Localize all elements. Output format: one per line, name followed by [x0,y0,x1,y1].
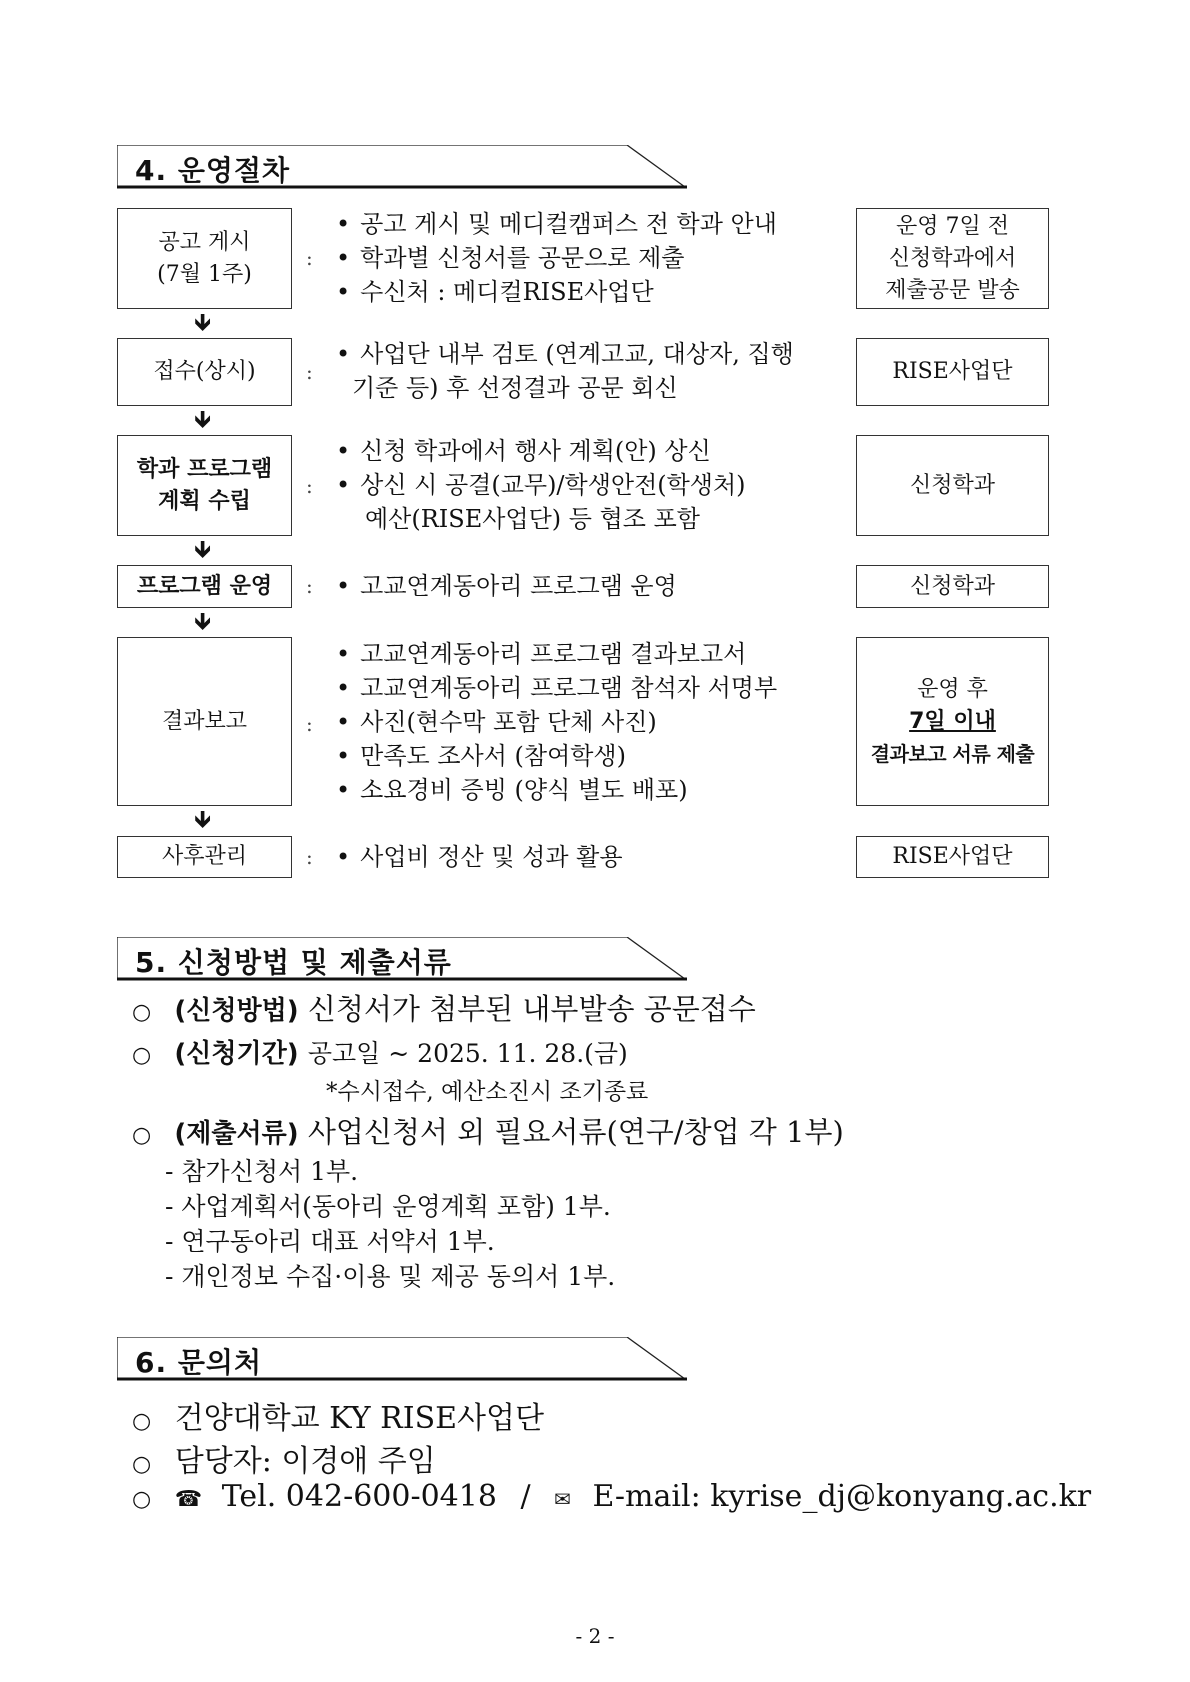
document-item: - 사업계획서(동아리 운영계획 포함) 1부. [165,1187,611,1223]
separator: / [520,1479,531,1514]
step-bullet: • 만족도 조사서 (참여학생) [336,739,626,773]
step-owner-box [856,208,1049,309]
step-owner-box [856,565,1049,608]
period-note: *수시접수, 예산소진시 조기종료 [326,1079,649,1105]
owner-line: 결과보고 서류 제출 [870,741,1035,766]
colon: : [306,474,313,498]
item-label: (신청방법) [174,996,299,1026]
owner-line: RISE사업단 [892,844,1013,869]
step-owner-box [856,836,1049,878]
step-bullet: • 신청 학과에서 행사 계획(안) 상신 [336,434,711,468]
colon: : [306,246,313,270]
step-label-line: 계획 수립 [158,488,251,514]
step-bullet: • 소요경비 증빙 (양식 별도 배포) [336,773,688,807]
item-text: 공고일 ~ 2025. 11. 28.(금) [307,1039,628,1068]
colon: : [306,845,313,869]
owner-line: 제출공문 발송 [885,277,1020,303]
section6-title: 6. 문의처 [135,1346,263,1379]
down-arrow-icon: 🡻 [194,805,212,833]
step-label-box [117,435,292,536]
contact-manager [132,1436,436,1480]
step-bullet: • 사업비 정산 및 성과 활용 [336,840,623,874]
phone-icon: ☎ [174,1487,203,1512]
step-bullet: • 상신 시 공결(교무)/학생안전(학생처) [336,468,746,502]
owner-line: 신청학과 [909,472,995,498]
contact-org [132,1393,544,1437]
down-arrow-icon: 🡻 [194,607,212,635]
step-label-line: 결과보고 [161,708,247,734]
step-label-box [117,637,292,806]
step-label-line: 학과 프로그램 [136,456,273,482]
mail-icon: ✉ [554,1487,571,1511]
step-label-line: 공고 게시 [158,229,251,255]
step-bullet: • 공고 게시 및 메디컬캠퍼스 전 학과 안내 [336,207,777,241]
owner-line-deadline: 7일 이내 [909,708,996,734]
owner-line: 신청학과 [909,573,995,599]
step-owner-box [856,435,1049,536]
step-bullet: • 사진(현수막 포함 단체 사진) [336,705,657,739]
section6-header [117,1337,687,1381]
phone-number: Tel. 042-600-0418 [221,1479,497,1514]
circle-bullet-icon: ○ [132,1000,152,1025]
email-link[interactable]: E-mail: kyrise_dj@konyang.ac.kr [592,1479,1092,1514]
down-arrow-icon: 🡻 [194,308,212,336]
section5-title: 5. 신청방법 및 제출서류 [135,946,452,979]
step-bullet: • 학과별 신청서를 공문으로 제출 [336,241,684,275]
step-bullet: • 고교연계동아리 프로그램 운영 [336,569,677,603]
down-arrow-icon: 🡻 [194,405,212,433]
owner-line: 운영 7일 전 [895,213,1009,239]
manager-name: 담당자: 이경애 주임 [174,1444,436,1479]
step-bullet: • 수신처 : 메디컬RISE사업단 [336,275,654,309]
application-period [132,1033,628,1070]
required-documents [132,1110,844,1151]
colon: : [306,360,313,384]
document-item: - 참가신청서 1부. [165,1152,358,1188]
step-bullet: • 고교연계동아리 프로그램 참석자 서명부 [336,671,777,705]
item-text: 신청서가 첨부된 내부발송 공문접수 [307,992,756,1026]
owner-line: 신청학과에서 [888,245,1017,271]
item-label: (제출서류) [174,1119,299,1149]
document-item: - 개인정보 수집·이용 및 제공 동의서 1부. [165,1257,615,1293]
contact-phone-email [132,1479,1091,1514]
circle-bullet-icon: ○ [132,1452,152,1477]
step-label-line: 접수(상시) [153,359,256,384]
step-label-box [117,836,292,878]
section4-title: 4. 운영절차 [135,154,291,187]
circle-bullet-icon: ○ [132,1123,152,1148]
circle-bullet-icon: ○ [132,1043,152,1068]
step-label-line: 프로그램 운영 [136,573,273,599]
step-label-box [117,565,292,608]
down-arrow-icon: 🡻 [194,535,212,563]
owner-line: 운영 후 [917,676,988,702]
step-label-box [117,338,292,406]
step-label-box [117,208,292,309]
step-label-line: 사후관리 [161,844,247,869]
section4-header [117,145,687,189]
step-owner-box [856,338,1049,406]
step-owner-box [856,637,1049,806]
org-name: 건양대학교 KY RISE사업단 [174,1401,544,1436]
circle-bullet-icon: ○ [132,1487,152,1512]
section5-header [117,937,687,981]
item-text: 사업신청서 외 필요서류(연구/창업 각 1부) [307,1115,844,1149]
step-bullet: • 고교연계동아리 프로그램 결과보고서 [336,637,746,671]
step-bullet-continuation: 예산(RISE사업단) 등 협조 포함 [365,505,700,533]
application-method [132,987,756,1028]
page-number: - 2 - [575,1624,615,1648]
document-item: - 연구동아리 대표 서약서 1부. [165,1222,495,1258]
circle-bullet-icon: ○ [132,1409,152,1434]
item-label: (신청기간) [174,1039,299,1069]
step-label-line: (7월 1주) [157,261,252,287]
colon: : [306,712,313,736]
colon: : [306,574,313,598]
step-bullet: • 사업단 내부 검토 (연계고교, 대상자, 집행 [336,337,794,371]
step-bullet-continuation: 기준 등) 후 선정결과 공문 회신 [352,374,678,402]
owner-line: RISE사업단 [892,359,1013,384]
